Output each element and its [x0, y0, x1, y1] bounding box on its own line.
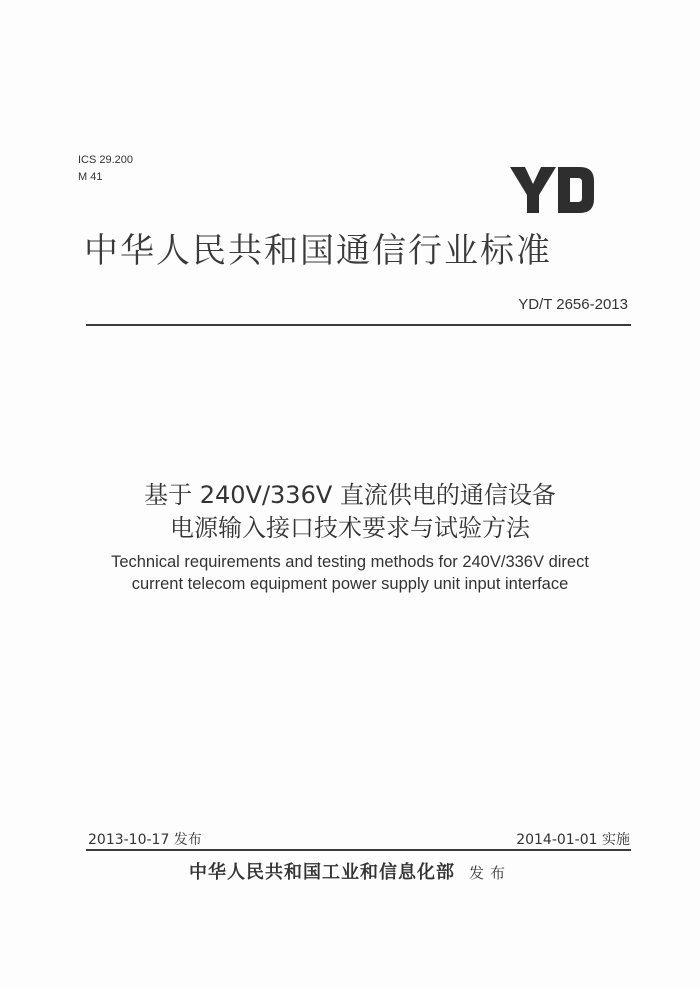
ics-code: ICS 29.200	[78, 154, 134, 166]
implementation-date: 2014-01-01 实施	[516, 832, 630, 848]
classification-codes	[78, 152, 133, 186]
logo-letter-d	[558, 167, 594, 213]
header-divider	[86, 324, 631, 326]
footer-divider	[86, 849, 631, 851]
issuer-name: 中华人民共和国工业和信息化部	[188, 862, 455, 883]
logo-letter-y	[510, 167, 556, 213]
english-title-line-2: current telecom equipment power supply unit input interface	[131, 575, 569, 593]
chinese-title-line-2: 电源输入接口技术要求与试验方法	[170, 514, 530, 542]
standard-number: YD/T 2656-2013	[518, 296, 628, 313]
chinese-title-line-1: 基于 240V/336V 直流供电的通信设备	[144, 481, 556, 509]
industry-standard-title: 中华人民共和国通信行业标准	[84, 231, 552, 271]
english-title-line-1: Technical requirements and testing methods for 240V/336V direct	[111, 553, 589, 571]
yd-logo	[508, 165, 596, 215]
ccs-code: M 41	[78, 171, 103, 183]
issue-date: 2013-10-17 发布	[88, 832, 202, 848]
issuing-authority	[0, 858, 700, 884]
issuer-suffix: 发布	[468, 864, 511, 882]
